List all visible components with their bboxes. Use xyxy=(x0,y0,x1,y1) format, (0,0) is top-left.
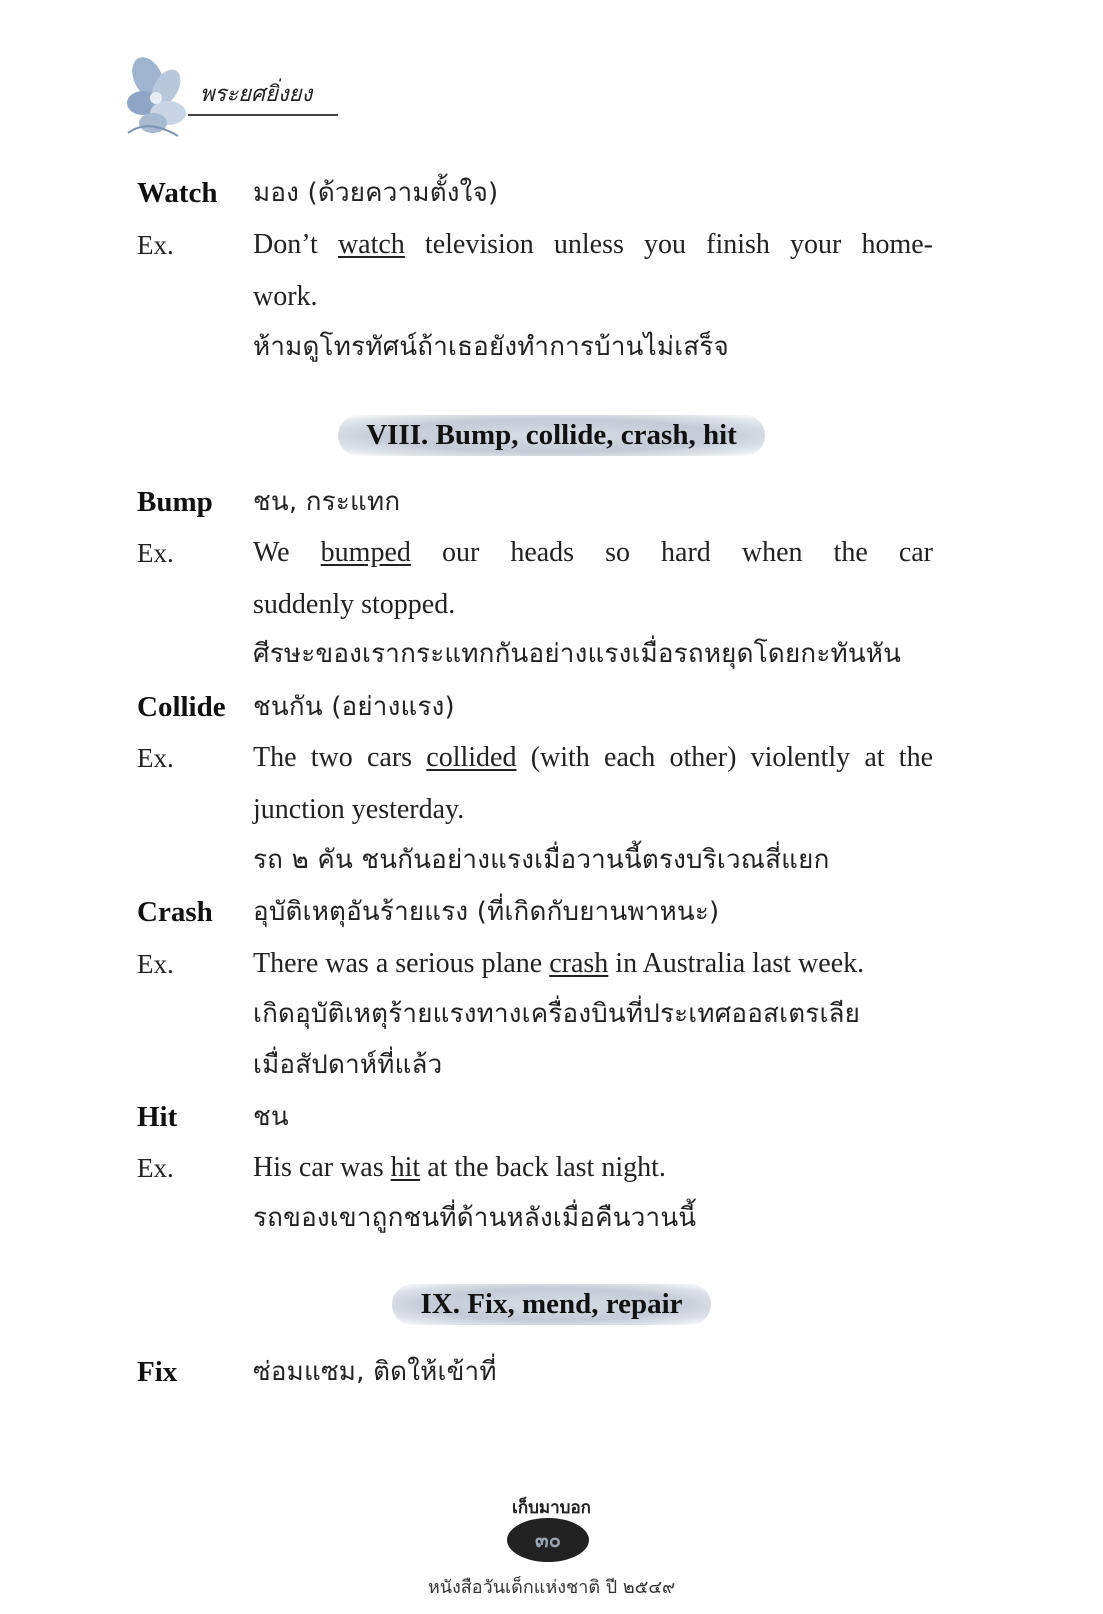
translation-watch: ห้ามดูโทรทัศน์ถ้าเธอยังทำการบ้านไม่เสร็จ xyxy=(253,332,729,362)
example-label-crash: Ex. xyxy=(137,949,174,979)
meaning-collide: ชนกัน (อย่างแรง) xyxy=(253,692,455,722)
footer-subtitle: หนังสือวันเด็กแห่งชาติ ปี ๒๕๔๙ xyxy=(427,1577,676,1598)
term-collide: Collide xyxy=(137,691,226,723)
term-hit: Hit xyxy=(137,1101,178,1133)
meaning-watch: มอง (ด้วยความตั้งใจ) xyxy=(253,178,499,208)
keyword-collided: collided xyxy=(426,742,517,773)
section-heading-9-label: IX. Fix, mend, repair xyxy=(392,1284,710,1325)
translation-hit: รถของเขาถูกชนที่ด้านหลังเมื่อคืนวานนี้ xyxy=(253,1203,697,1233)
keyword-bumped: bumped xyxy=(320,537,411,568)
example-watch: Don’t watch television unless you finish your home- xyxy=(253,229,933,260)
example-collide-line2: junction yesterday. xyxy=(253,794,465,825)
section-heading-8 xyxy=(0,415,1103,456)
meaning-hit: ชน xyxy=(253,1102,289,1132)
keyword-crash: crash xyxy=(549,948,609,979)
logo-text: พระยศยิ่งยง xyxy=(200,82,313,107)
example-bump-line2: suddenly stopped. xyxy=(253,589,456,620)
term-crash: Crash xyxy=(137,896,213,928)
logo-underline xyxy=(188,114,338,116)
example-collide: The two cars collided (with each other) violently at the xyxy=(253,742,934,773)
section-heading-8-label: VIII. Bump, collide, crash, hit xyxy=(338,415,765,456)
translation-crash-line1: เกิดอุบัติเหตุร้ายแรงทางเครื่องบินที่ประเทศออสเตรเลีย xyxy=(253,999,861,1029)
keyword-watch: watch xyxy=(337,229,405,260)
term-watch: Watch xyxy=(137,177,218,209)
meaning-fix: ซ่อมแซม, ติดให้เข้าที่ xyxy=(253,1357,497,1387)
page-number-badge xyxy=(507,1518,589,1562)
term-bump: Bump xyxy=(137,486,213,518)
example-label-collide: Ex. xyxy=(137,743,174,773)
example-label-bump: Ex. xyxy=(137,538,174,568)
page-number: ๓๐ xyxy=(535,1528,561,1552)
example-watch-line2: work. xyxy=(253,281,318,312)
term-fix: Fix xyxy=(137,1356,178,1388)
translation-collide: รถ ๒ คัน ชนกันอย่างแรงเมื่อวานนี้ตรงบริเวณสี่แยก xyxy=(253,845,830,875)
example-label-watch: Ex. xyxy=(137,230,174,260)
footer-title: เก็บมาบอก xyxy=(512,1498,591,1518)
example-crash: There was a serious plane crash in Australia last week. xyxy=(253,948,865,979)
flower-icon xyxy=(108,48,208,143)
example-hit: His car was hit at the back last night. xyxy=(253,1152,666,1183)
translation-bump: ศีรษะของเรากระแทกกันอย่างแรงเมื่อรถหยุดโดยกะทันหัน xyxy=(253,639,902,669)
meaning-bump: ชน, กระแทก xyxy=(253,487,401,517)
header-logo xyxy=(108,48,348,143)
translation-crash-line2: เมื่อสัปดาห์ที่แล้ว xyxy=(253,1050,443,1080)
keyword-hit: hit xyxy=(390,1152,421,1183)
example-bump: We bumped our heads so hard when the car xyxy=(253,537,933,568)
section-heading-9 xyxy=(0,1284,1103,1325)
example-label-hit: Ex. xyxy=(137,1153,174,1183)
meaning-crash: อุบัติเหตุอันร้ายแรง (ที่เกิดกับยานพาหนะ) xyxy=(253,897,720,927)
